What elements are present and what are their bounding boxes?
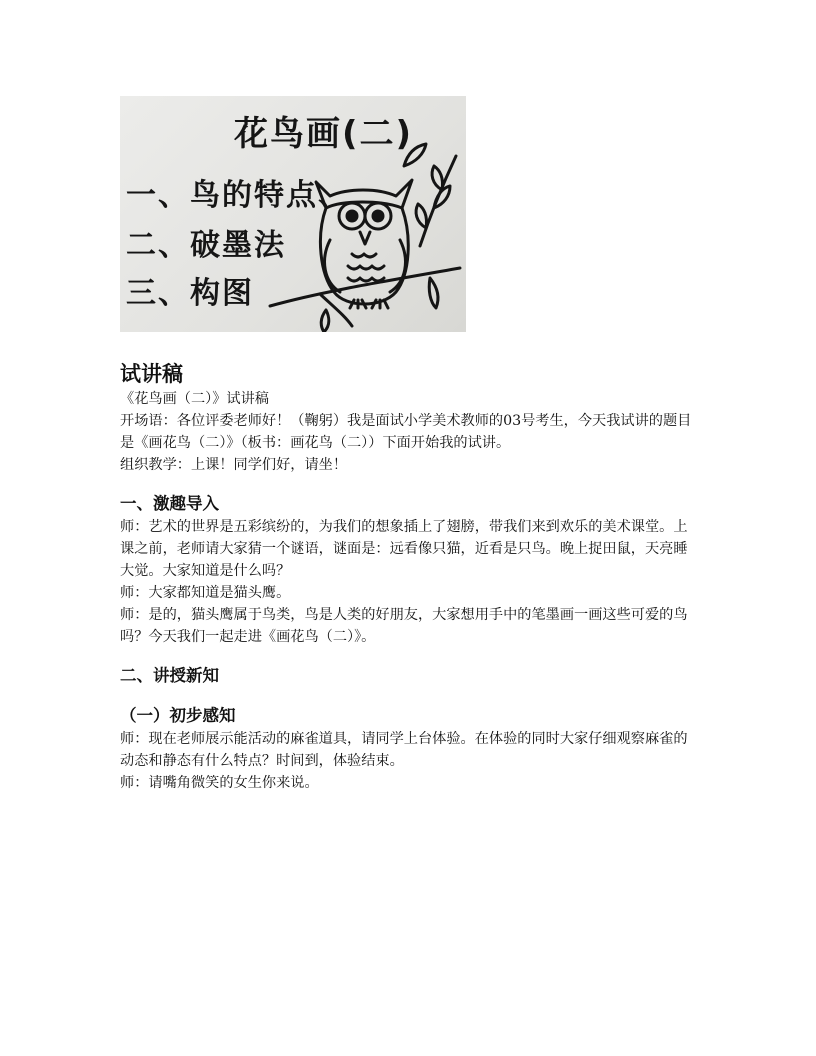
drawing-line-3: 三、构图: [126, 276, 254, 311]
paragraph-riddle: 师：艺术的世界是五彩缤纷的，为我们的想象插上了翅膀，带我们来到欢乐的美术课堂。上课之前，老师请大家猜一个谜语，谜面是：远看像只猫，近看是只鸟。晚上捉田鼠，天亮睡大觉。大家知道是什么吗？: [120, 519, 688, 579]
paragraph-invite: 师：请嘴角微笑的女生你来说。: [120, 775, 319, 791]
opening-paragraph: 开场语：各位评委老师好！（鞠躬）我是面试小学美术教师的03号考生，今天我试讲的题目是《画花鸟（二）》（板书：画花鸟（二））下面开始我的试讲。: [120, 413, 692, 451]
section-heading-intro: 一、激趣导入: [120, 494, 219, 513]
subsection-heading-perception: （一）初步感知: [120, 706, 236, 725]
section-heading-new-knowledge: 二、讲授新知: [120, 666, 219, 685]
lecture-title: 《花鸟画（二）》试讲稿: [120, 391, 269, 407]
owl-drawing-photo: [120, 96, 466, 332]
drawing-title-text: 花鸟画(二): [234, 114, 414, 154]
drawing-line-2: 二、破墨法: [126, 228, 286, 263]
page-title: 试讲稿: [120, 362, 183, 386]
document-page: [120, 96, 700, 794]
organize-paragraph: 组织教学：上课！同学们好，请坐！: [120, 457, 348, 473]
paragraph-answer: 师：大家都知道是猫头鹰。: [120, 585, 291, 601]
paragraph-owl: 师：是的，猫头鹰属于鸟类，鸟是人类的好朋友，大家想用手中的笔墨画一画这些可爱的鸟吗？今天我们一起走进《画花鸟（二）》。: [120, 607, 688, 645]
paragraph-sparrow: 师：现在老师展示能活动的麻雀道具，请同学上台体验。在体验的同时大家仔细观察麻雀的动态和静态有什么特点？时间到，体验结束。: [120, 731, 688, 769]
drawing-line-1: 一、鸟的特点、: [126, 178, 350, 213]
